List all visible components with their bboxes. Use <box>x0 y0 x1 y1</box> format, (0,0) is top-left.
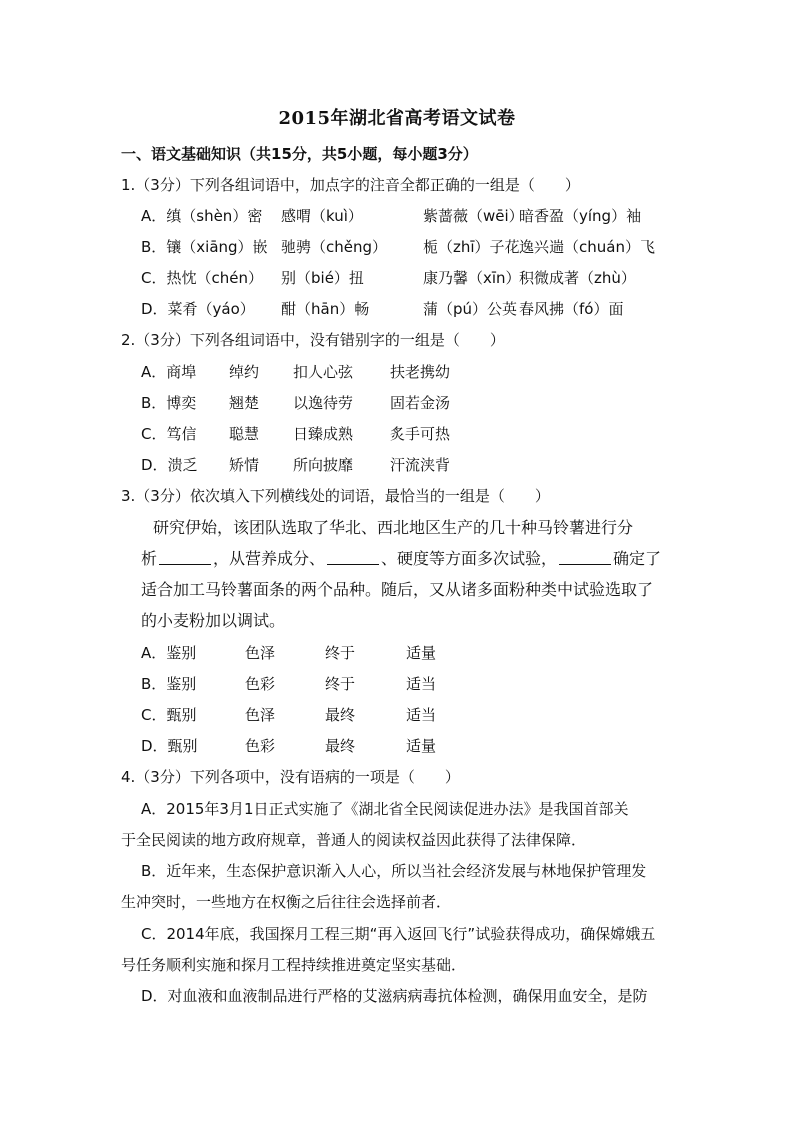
question-2-option-a <box>141 362 450 382</box>
option-cell: 逸兴遄（chuán）飞 <box>519 238 655 256</box>
option-cell: B．镶（xiāng）嵌 <box>141 238 268 256</box>
option-cell: 固若金汤 <box>390 394 451 412</box>
answer-blank-3 <box>559 549 611 565</box>
question-3-passage-line-4: 的小麦粉加以调试。 <box>141 611 286 630</box>
option-cell: 栀（zhī）子花 <box>423 238 520 256</box>
option-cell: C．热忱（chén） <box>141 269 263 287</box>
question-3-option-c <box>141 705 436 725</box>
question-4-stem: 4.（3分）下列各项中，没有语病的一项是（ ） <box>121 768 460 786</box>
question-4-option-a-line-1: A．2015年3月1日正式实施了《湖北省全民阅读促进办法》是我国首部关 <box>141 800 629 818</box>
question-3-option-a <box>141 643 436 663</box>
question-3-passage-line-2 <box>141 549 701 569</box>
option-cell: 适当 <box>406 675 437 693</box>
option-cell: 别（bié）扭 <box>281 269 364 287</box>
option-cell: 适量 <box>406 737 437 755</box>
option-cell: 终于 <box>325 644 356 662</box>
option-cell: 翘楚 <box>229 394 260 412</box>
question-4-option-d-line-1: D．对血液和血液制品进行严格的艾滋病病毒抗体检测，确保用血安全，是防 <box>141 987 648 1005</box>
option-cell: 最终 <box>325 737 356 755</box>
option-cell: 驰骋（chěng） <box>281 238 388 256</box>
option-cell: 适量 <box>406 644 437 662</box>
question-3-passage-line-3: 适合加工马铃薯面条的两个品种。随后，又从诸多面粉种类中试验选取了 <box>141 580 654 599</box>
option-cell: A．商埠 <box>141 363 197 381</box>
answer-blank-2 <box>327 549 379 565</box>
question-3-option-d <box>141 736 436 756</box>
option-cell: C．笃信 <box>141 425 197 443</box>
question-3-option-b <box>141 674 436 694</box>
passage-text: 、硬度等方面多次试验， <box>381 549 558 568</box>
option-cell: 春风拂（fó）面 <box>519 300 624 318</box>
question-4-option-b-line-2: 生冲突时，一些地方在权衡之后往往会选择前者． <box>121 893 452 911</box>
question-4-option-c-line-2: 号任务顺利实施和探月工程持续推进奠定坚实基础． <box>121 956 467 974</box>
option-cell: 所向披靡 <box>293 456 354 474</box>
option-cell: 以逸待劳 <box>293 394 354 412</box>
option-cell: 感喟（kuì） <box>281 207 363 225</box>
option-cell: 色彩 <box>245 737 276 755</box>
option-cell: 适当 <box>406 706 437 724</box>
question-2-option-b <box>141 393 450 413</box>
option-cell: 扣人心弦 <box>293 363 354 381</box>
option-cell: 积微成著（zhù） <box>519 269 636 287</box>
answer-blank-1 <box>159 549 211 565</box>
passage-text: 析 <box>141 549 158 568</box>
section-heading: 一、语文基础知识（共15分，共5小题，每小题3分） <box>121 145 478 163</box>
question-1-option-a <box>141 206 641 226</box>
option-cell: 终于 <box>325 675 356 693</box>
question-1-option-c <box>141 268 636 288</box>
passage-text: ，从营养成分、 <box>213 549 326 568</box>
question-3-passage-line-1: 研究伊始，该团队选取了华北、西北地区生产的几十种马铃薯进行分 <box>153 518 634 537</box>
question-2-option-d <box>141 455 450 475</box>
option-cell: 色彩 <box>245 675 276 693</box>
option-cell: 色泽 <box>245 706 276 724</box>
option-cell: 色泽 <box>245 644 276 662</box>
question-1-option-b <box>141 237 655 257</box>
option-cell: 最终 <box>325 706 356 724</box>
passage-text: 确定了 <box>613 549 662 568</box>
option-cell: 绰约 <box>229 363 260 381</box>
option-cell: 汗流浃背 <box>390 456 451 474</box>
option-cell: A．缜（shèn）密 <box>141 207 263 225</box>
option-cell: 紫蔷薇（wēi） <box>423 207 524 225</box>
option-cell: D．菜肴（yáo） <box>141 300 255 318</box>
option-cell: 炙手可热 <box>390 425 451 443</box>
option-cell: 聪慧 <box>229 425 260 443</box>
page-title: 2015年湖北省高考语文试卷 <box>278 108 516 129</box>
question-4-option-b-line-1: B．近年来，生态保护意识渐入人心，所以当社会经济发展与林地保护管理发 <box>141 862 647 880</box>
question-4-option-c-line-1: C．2014年底，我国探月工程三期“再入返回飞行”试验获得成功，确保嫦娥五 <box>141 925 656 943</box>
option-cell: 康乃馨（xīn） <box>423 269 521 287</box>
question-1-stem: 1.（3分）下列各组词语中，加点字的注音全都正确的一组是（ ） <box>121 176 580 194</box>
question-1-option-d <box>141 299 623 319</box>
option-cell: 暗香盈（yíng）袖 <box>519 207 642 225</box>
question-3-stem: 3.（3分）依次填入下列横线处的词语，最恰当的一组是（ ） <box>121 487 550 505</box>
option-cell: 日臻成熟 <box>293 425 354 443</box>
option-cell: 扶老携幼 <box>390 363 451 381</box>
option-cell: 酣（hān）畅 <box>281 300 370 318</box>
question-2-option-c <box>141 424 450 444</box>
option-cell: D．溃乏 <box>141 456 198 474</box>
option-cell: B．博奕 <box>141 394 197 412</box>
option-cell: A．鉴别 <box>141 644 197 662</box>
option-cell: B．鉴别 <box>141 675 197 693</box>
option-cell: 蒲（pú）公英 <box>423 300 518 318</box>
option-cell: 矫情 <box>229 456 260 474</box>
question-4-option-a-line-2: 于全民阅读的地方政府规章，普通人的阅读权益因此获得了法律保障． <box>121 831 587 849</box>
question-2-stem: 2.（3分）下列各组词语中，没有错别字的一组是（ ） <box>121 331 505 349</box>
option-cell: C．甄别 <box>141 706 197 724</box>
option-cell: D．甄别 <box>141 737 198 755</box>
